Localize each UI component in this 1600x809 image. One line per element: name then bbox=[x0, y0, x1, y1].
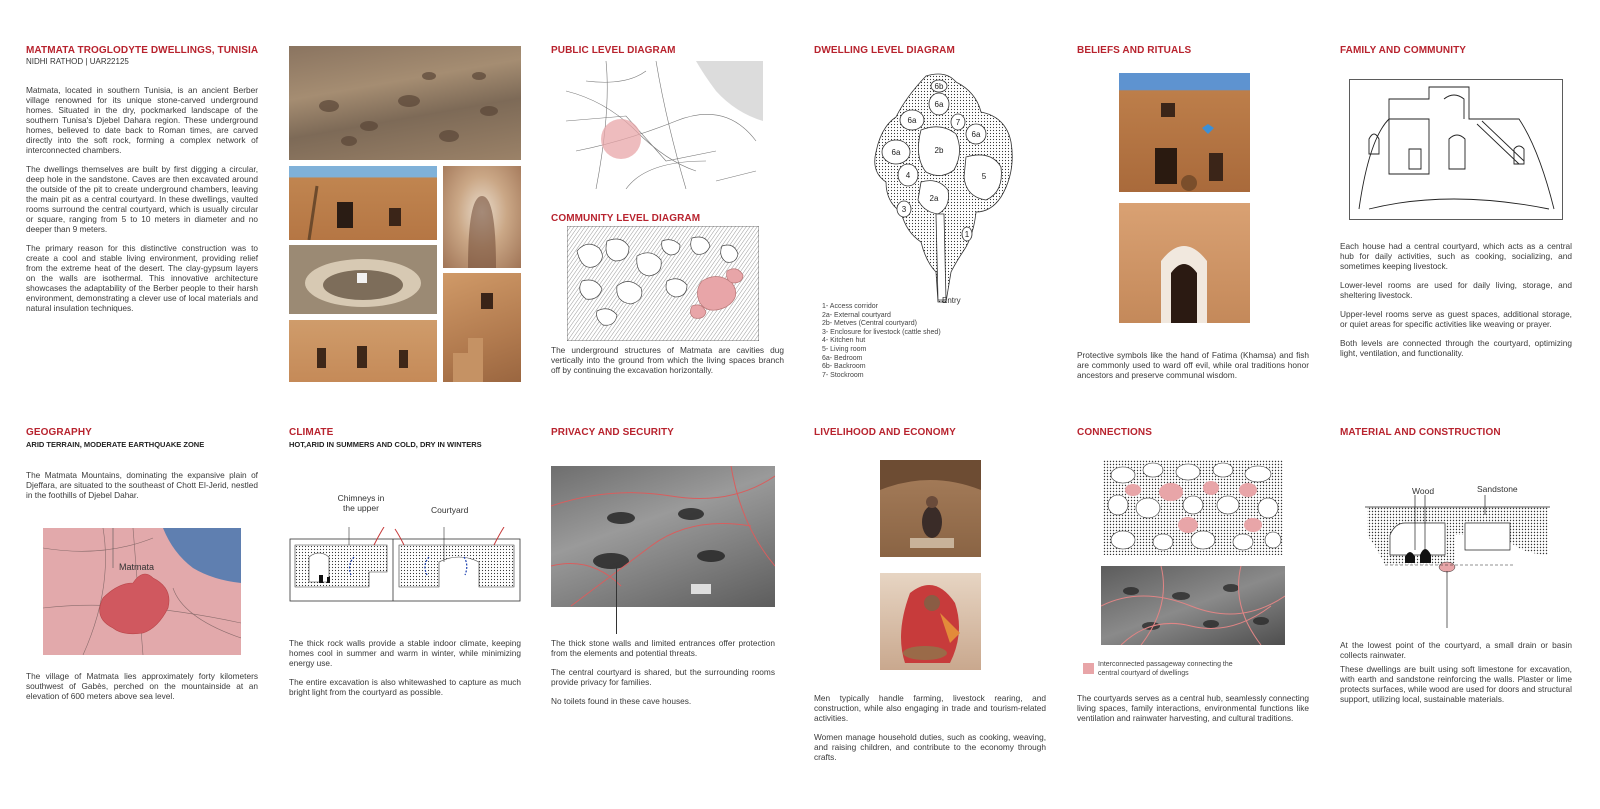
community-level-plan bbox=[567, 226, 759, 341]
material-paragraph: At the lowest point of the courtyard, a small drain or basin collects rainwater. bbox=[1340, 640, 1572, 660]
privacy-title: PRIVACY AND SECURITY bbox=[551, 427, 674, 438]
woman-cooking-photo bbox=[880, 573, 981, 670]
dwelling-legend bbox=[822, 303, 941, 380]
plan-label: 3 bbox=[901, 205, 907, 214]
geography-subtitle: ARID TERRAIN, MODERATE EARTHQUAKE ZONE bbox=[26, 440, 205, 449]
courtyard-pit-photo bbox=[289, 245, 437, 314]
community-level-text: The underground structures of Matmata are cavities dug vertically into the ground from which the living spaces branch off by continuing the excavation horizontally. bbox=[551, 345, 784, 375]
cave-facade-photo bbox=[289, 166, 437, 240]
connections-aerial-photo bbox=[1101, 566, 1285, 645]
intro-paragraph: The primary reason for this distinctive construction was to create a cool and stable living environment, providing relief from the extreme heat of the desert. The clay-gypsum layers on the walls are isothermal. This innovative architecture showcases the adaptability of the Berber people to their harsh environment, demonstrating a clever use of local materials and natural insulation techniques. bbox=[26, 243, 258, 313]
beliefs-text: Protective symbols like the hand of Fatima (Khamsa) and fish are commonly used to ward off evil, while oral traditions honor ancestors and preserve communal wisdom. bbox=[1077, 350, 1309, 380]
entry-label: Entry bbox=[942, 296, 961, 305]
chimneys-label: Chimneys in the upper bbox=[337, 493, 385, 513]
legend-item: 2b- Metves (Central courtyard) bbox=[822, 320, 917, 328]
material-text bbox=[1340, 640, 1572, 713]
privacy-pointer-line bbox=[616, 566, 617, 634]
aerial-village-photo bbox=[289, 46, 521, 160]
courtyard-doors-photo bbox=[289, 320, 437, 382]
family-paragraph: Lower-level rooms are used for daily living, storage, and sheltering livestock. bbox=[1340, 280, 1572, 300]
privacy-text bbox=[551, 638, 775, 715]
material-paragraph: These dwellings are built using soft limestone for excavation, with earth and sandstone reinforcing the walls. Plaster or lime protects surfaces, while wood are used for doors and structural support, utilizing local, sustainable materials. bbox=[1340, 664, 1572, 704]
family-paragraph: Upper-level rooms serve as guest spaces, additional storage, or quiet areas for specific activities like weaving or prayer. bbox=[1340, 309, 1572, 329]
plan-label: 4 bbox=[905, 171, 911, 180]
connections-text: The courtyards serves as a central hub, seamlessly connecting living spaces, family interactions, environmental functions like ventilation and rainwater harvesting, and cultural traditions. bbox=[1077, 693, 1309, 723]
plan-label: 6a bbox=[934, 100, 944, 109]
privacy-paragraph: The thick stone walls and limited entrances offer protection from the elements and potential threats. bbox=[551, 638, 775, 658]
legend-item: 2a- External courtyard bbox=[822, 311, 891, 319]
wood-label: Wood bbox=[1412, 486, 1435, 496]
livelihood-text bbox=[814, 693, 1046, 771]
legend-item: 3- Enclosure for livestock (cattle shed) bbox=[822, 328, 941, 336]
plan-label: 6a bbox=[891, 148, 901, 157]
family-text bbox=[1340, 241, 1572, 367]
geography-map bbox=[43, 528, 241, 655]
livelihood-title: LIVELIHOOD AND ECONOMY bbox=[814, 427, 956, 438]
climate-paragraph: The thick rock walls provide a stable indoor climate, keeping homes cool in summer and warm in winter, while minimizing energy use. bbox=[289, 638, 521, 668]
family-title: FAMILY AND COMMUNITY bbox=[1340, 45, 1467, 56]
plan-label: 6a bbox=[907, 116, 917, 125]
vaulted-corridor-photo bbox=[443, 166, 521, 268]
privacy-paragraph: No toilets found in these cave houses. bbox=[551, 696, 692, 706]
climate-title: CLIMATE bbox=[289, 427, 334, 438]
connections-legend-swatch bbox=[1083, 663, 1094, 674]
plan-label: 6a bbox=[971, 130, 981, 139]
privacy-paragraph: The central courtyard is shared, but the surrounding rooms provide privacy for families. bbox=[551, 667, 775, 687]
plan-label: 6b bbox=[934, 82, 944, 91]
plan-label: 2a bbox=[929, 194, 939, 203]
privacy-aerial-photo bbox=[551, 466, 775, 607]
intro-paragraph: Matmata, located in southern Tunisia, is an ancient Berber village renowned for its unique stone-carved underground homes. Situated in the dry, pockmarked landscape of the southern Tunisa's Djebel Dahara region. These underground homes, believed to date back to Roman times, are carved directly into the soft rock, forming a complex network of interconnected chambers. bbox=[26, 85, 258, 155]
livelihood-paragraph: Women manage household duties, such as cooking, weaving, and raising children, and contribute to the economy through crafts. bbox=[814, 732, 1046, 762]
intro-text bbox=[26, 85, 258, 322]
plan-label: 2b bbox=[934, 146, 944, 155]
connections-legend-text: Interconnected passageway connecting the central courtyard of dwellings bbox=[1098, 661, 1233, 677]
climate-text bbox=[289, 638, 521, 706]
cave-weaver-photo bbox=[880, 460, 981, 557]
legend-item: 5- Living room bbox=[822, 345, 867, 353]
family-sketch bbox=[1349, 79, 1563, 220]
intro-paragraph: The dwellings themselves are built by first digging a circular, deep hole in the sandstone. Caves are then excavated around the outside of the pit to create underground chambers, leaving the main pit as a central courtyard. In these dwellings, vaulted rooms surround the central courtyard, which is usually circular or square, ranging from 5 to 10 meters in diameter and no deeper than 9 meters. bbox=[26, 164, 258, 234]
climate-paragraph: The entire excavation is also whitewashed to capture as much bright light from the courtyard as possible. bbox=[289, 677, 521, 697]
climate-section-drawing bbox=[289, 527, 521, 602]
connections-plan bbox=[1103, 460, 1283, 555]
public-level-title: PUBLIC LEVEL DIAGRAM bbox=[551, 45, 676, 56]
livelihood-paragraph: Men typically handle farming, livestock rearing, and construction, while also engaging in trade and tourism-related activities. bbox=[814, 693, 1046, 723]
community-level-title: COMMUNITY LEVEL DIAGRAM bbox=[551, 213, 701, 224]
plan-label: 5 bbox=[981, 172, 987, 181]
dwelling-plan bbox=[866, 72, 1026, 312]
geography-text-1: The Matmata Mountains, dominating the expansive plain of Djeffara, are situated to the southeast of Chott El-Jerid, nestled in the foothills of Djebel Dahar. bbox=[26, 470, 258, 500]
sandstone-label: Sandstone bbox=[1477, 484, 1518, 494]
intro-author: NIDHI RATHOD | UAR22125 bbox=[26, 57, 129, 66]
material-section-drawing bbox=[1365, 495, 1550, 630]
geography-text-2: The village of Matmata lies approximately forty kilometers southwest of Gabès, perched on the mountainside at an elevation of 600 meters above sea level. bbox=[26, 671, 258, 701]
beliefs-title: BELIEFS AND RITUALS bbox=[1077, 45, 1192, 56]
dwelling-level-title: DWELLING LEVEL DIAGRAM bbox=[814, 45, 955, 56]
geography-title: GEOGRAPHY bbox=[26, 427, 92, 438]
public-level-map bbox=[566, 61, 763, 189]
courtyard-label: Courtyard bbox=[431, 505, 469, 515]
khamsa-facade-photo bbox=[1119, 73, 1250, 192]
legend-item: 4- Kitchen hut bbox=[822, 337, 866, 345]
climate-subtitle: HOT,ARID IN SUMMERS AND COLD, DRY IN WINTERS bbox=[289, 440, 482, 449]
legend-item: 6b- Backroom bbox=[822, 363, 866, 371]
family-paragraph: Both levels are connected through the courtyard, optimizing light, ventilation, and functionality. bbox=[1340, 338, 1572, 358]
legend-item: 1- Access corridor bbox=[822, 303, 879, 310]
arched-doorway-photo bbox=[1119, 203, 1250, 323]
connections-title: CONNECTIONS bbox=[1077, 427, 1152, 438]
intro-title: MATMATA TROGLODYTE DWELLINGS, TUNISIA bbox=[26, 45, 259, 56]
legend-item: 7- Stockroom bbox=[822, 371, 864, 379]
family-paragraph: Each house had a central courtyard, which acts as a central hub for daily activities, such as cooking, socializing, and sometimes keeping livestock. bbox=[1340, 241, 1572, 271]
plan-label: 1 bbox=[964, 230, 970, 239]
legend-item: 6a- Bedroom bbox=[822, 354, 863, 362]
map-label-matmata: Matmata bbox=[119, 562, 155, 572]
material-title: MATERIAL AND CONSTRUCTION bbox=[1340, 427, 1501, 438]
stair-photo bbox=[443, 273, 521, 382]
plan-label: 7 bbox=[955, 118, 961, 127]
